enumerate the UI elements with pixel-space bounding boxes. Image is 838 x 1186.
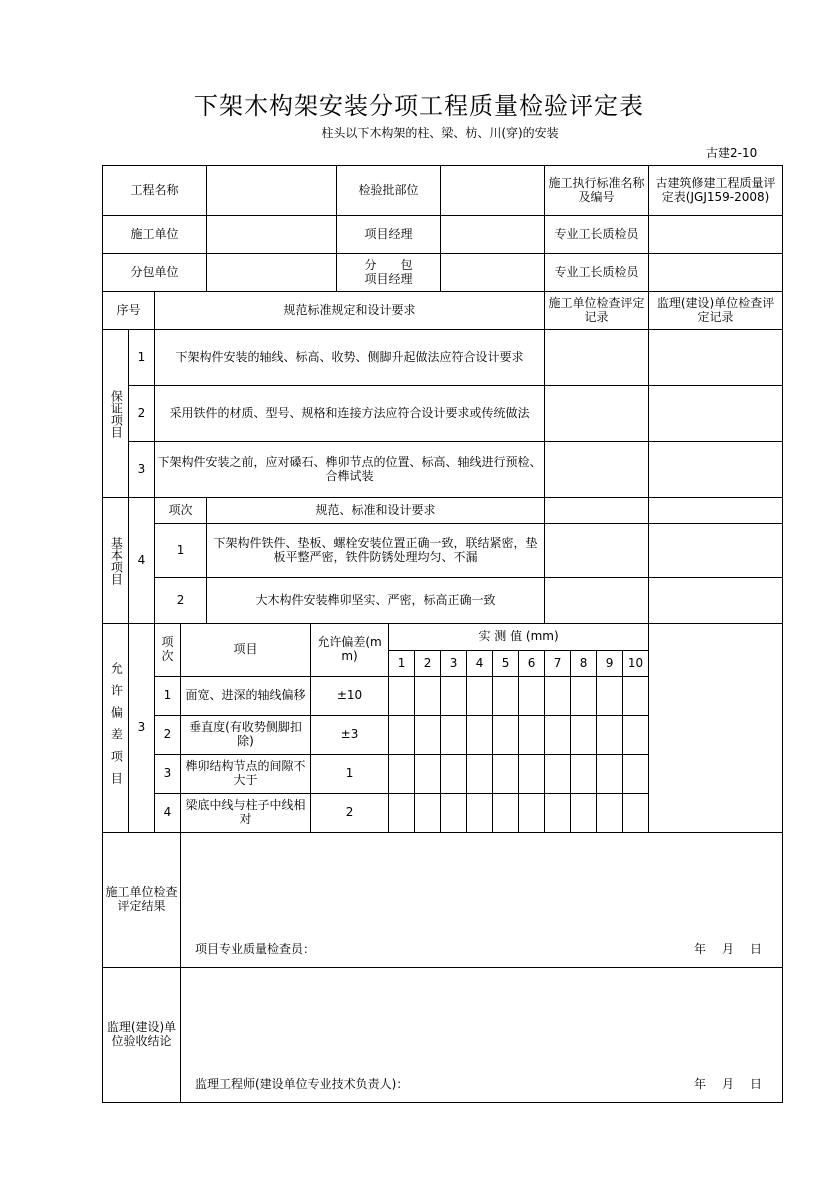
basic-sub-text: 下架构件铁件、垫板、螺栓安装位置正确一致，联结紧密，垫板平整严密，铁件防锈处理均匀、不漏 — [207, 524, 545, 578]
tolerance-sub-allow: ±3 — [311, 716, 389, 755]
measure-cell[interactable] — [571, 794, 597, 833]
contractor-result-area[interactable] — [181, 833, 783, 968]
measure-cell[interactable] — [519, 716, 545, 755]
sub-manager-field[interactable] — [441, 254, 545, 292]
measure-cell[interactable] — [597, 755, 623, 794]
requirements-header: 规范标准规定和设计要求 — [155, 292, 545, 330]
contractor-record-cell[interactable] — [545, 498, 649, 524]
tolerance-sub-name: 面宽、进深的轴线偏移 — [181, 677, 311, 716]
seq-header: 序号 — [103, 292, 155, 330]
guarantee-item-text: 下架构件安装之前，应对磉石、榫卯节点的位置、标高、轴线进行预检、合榫试装 — [155, 442, 545, 498]
measure-cell[interactable] — [441, 716, 467, 755]
foreman-inspector-label: 专业工长质检员 — [545, 216, 649, 254]
guarantee-section-label: 保证项目 — [103, 330, 129, 498]
measure-cell[interactable] — [493, 755, 519, 794]
tolerance-sub-allow: 1 — [311, 755, 389, 794]
supervisor-record-cell[interactable] — [649, 330, 783, 386]
measure-cell[interactable] — [415, 794, 441, 833]
measure-cell[interactable] — [597, 677, 623, 716]
contractor-signer-label: 项目专业质量检查员： — [195, 941, 316, 956]
tolerance-sub-no: 1 — [155, 677, 181, 716]
tolerance-sub-allow: ±10 — [311, 677, 389, 716]
measure-cell[interactable] — [519, 677, 545, 716]
sub-manager-label-line1: 分 包 — [364, 257, 413, 272]
subcontract-unit-field[interactable] — [207, 254, 337, 292]
tolerance-sub-no: 4 — [155, 794, 181, 833]
inspection-form — [102, 165, 783, 1103]
subcontract-unit-label: 分包单位 — [103, 254, 207, 292]
measure-cell[interactable] — [545, 716, 571, 755]
tolerance-col-item: 项次 — [155, 624, 181, 677]
foreman-inspector-field-2[interactable] — [649, 254, 783, 292]
tolerance-col-allow: 允许偏差(mm) — [311, 624, 389, 677]
tolerance-item-no: 3 — [129, 624, 155, 833]
measure-col-header: 5 — [493, 651, 519, 677]
tolerance-sub-no: 2 — [155, 716, 181, 755]
sub-manager-label — [337, 254, 441, 292]
measure-col-header: 2 — [415, 651, 441, 677]
foreman-inspector-field[interactable] — [649, 216, 783, 254]
contractor-result-label: 施工单位检查评定结果 — [103, 833, 181, 968]
tolerance-sub-name: 梁底中线与柱子中线相对 — [181, 794, 311, 833]
measure-cell[interactable] — [441, 794, 467, 833]
measure-cell[interactable] — [441, 755, 467, 794]
measure-cell[interactable] — [493, 716, 519, 755]
measure-col-header: 9 — [597, 651, 623, 677]
guarantee-item-text: 采用铁件的材质、型号、规格和连接方法应符合设计要求或传统做法 — [155, 386, 545, 442]
contractor-record-cell[interactable] — [545, 330, 649, 386]
contractor-record-cell[interactable] — [545, 442, 649, 498]
measure-cell[interactable] — [467, 716, 493, 755]
form-code: 古建2-10 — [706, 146, 758, 160]
measure-cell[interactable] — [623, 755, 649, 794]
standard-value: 古建筑修建工程质量评定表(JGJ159-2008) — [649, 166, 783, 216]
supervisor-record-cell[interactable] — [649, 524, 783, 578]
measure-cell[interactable] — [415, 677, 441, 716]
measure-cell[interactable] — [519, 794, 545, 833]
measure-cell[interactable] — [545, 794, 571, 833]
measure-cell[interactable] — [623, 716, 649, 755]
date-year: 年 — [694, 941, 709, 956]
tolerance-section-label: 允许偏差项目 — [103, 624, 129, 833]
tolerance-sub-name: 垂直度(有收势侧脚扣除) — [181, 716, 311, 755]
basic-sub-no: 1 — [155, 524, 207, 578]
measure-col-header: 10 — [623, 651, 649, 677]
basic-section-label: 基本项目 — [103, 498, 129, 624]
measure-col-header: 4 — [467, 651, 493, 677]
measure-cell[interactable] — [597, 716, 623, 755]
supervisor-record-header: 监理(建设)单位检查评定记录 — [649, 292, 783, 330]
contractor-record-cell[interactable] — [545, 524, 649, 578]
measure-col-header: 3 — [441, 651, 467, 677]
basic-item-no: 4 — [129, 498, 155, 624]
project-name-field[interactable] — [207, 166, 337, 216]
measure-cell[interactable] — [519, 755, 545, 794]
tolerance-sub-no: 3 — [155, 755, 181, 794]
measure-col-header: 8 — [571, 651, 597, 677]
project-name-label: 工程名称 — [103, 166, 207, 216]
measure-cell[interactable] — [571, 755, 597, 794]
measure-cell[interactable] — [571, 716, 597, 755]
measure-cell[interactable] — [597, 794, 623, 833]
tolerance-sub-allow: 2 — [311, 794, 389, 833]
measure-col-header: 6 — [519, 651, 545, 677]
measure-cell[interactable] — [467, 755, 493, 794]
measure-cell[interactable] — [545, 755, 571, 794]
measure-col-header: 1 — [389, 651, 415, 677]
project-manager-field[interactable] — [441, 216, 545, 254]
measure-cell[interactable] — [623, 794, 649, 833]
measure-cell[interactable] — [415, 716, 441, 755]
construction-unit-field[interactable] — [207, 216, 337, 254]
measure-cell[interactable] — [389, 755, 415, 794]
measure-cell[interactable] — [389, 677, 415, 716]
contractor-record-header: 施工单位检查评定记录 — [545, 292, 649, 330]
supervisor-record-cell[interactable] — [649, 386, 783, 442]
inspection-part-label: 检验批部位 — [337, 166, 441, 216]
date-day: 日 — [750, 941, 765, 956]
measured-values-header: 实 测 值 (mm) — [389, 624, 649, 651]
contractor-date — [680, 943, 764, 957]
measure-cell[interactable] — [545, 677, 571, 716]
guarantee-item-text: 下架构件安装的轴线、标高、收势、侧脚升起做法应符合设计要求 — [155, 330, 545, 386]
supervisor-record-cell[interactable] — [649, 578, 783, 624]
guarantee-item-no: 1 — [129, 330, 155, 386]
basic-col-requirements: 规范、标准和设计要求 — [207, 498, 545, 524]
supervisor-record-cell[interactable] — [649, 624, 783, 833]
tolerance-col-name: 项目 — [181, 624, 311, 677]
date-month: 月 — [722, 1076, 737, 1091]
measure-cell[interactable] — [415, 755, 441, 794]
date-month: 月 — [722, 941, 737, 956]
construction-unit-label: 施工单位 — [103, 216, 207, 254]
measure-cell[interactable] — [389, 794, 415, 833]
guarantee-item-no: 3 — [129, 442, 155, 498]
form-title: 下架木构架安装分项工程质量检验评定表 — [194, 92, 644, 120]
measure-cell[interactable] — [571, 677, 597, 716]
sub-manager-label-line2: 项目经理 — [364, 271, 413, 286]
measure-cell[interactable] — [467, 794, 493, 833]
measure-cell[interactable] — [389, 716, 415, 755]
measure-cell[interactable] — [493, 677, 519, 716]
project-manager-label: 项目经理 — [337, 216, 441, 254]
supervisor-result-label: 监理(建设)单位验收结论 — [103, 968, 181, 1103]
supervisor-record-cell[interactable] — [649, 442, 783, 498]
supervisor-result-area[interactable] — [181, 968, 783, 1103]
supervisor-signer-label: 监理工程师(建设单位专业技术负责人)： — [195, 1076, 409, 1091]
measure-col-header: 7 — [545, 651, 571, 677]
basic-sub-text: 大木构件安装榫卯坚实、严密，标高正确一致 — [207, 578, 545, 624]
standard-label: 施工执行标准名称及编号 — [545, 166, 649, 216]
inspection-part-field[interactable] — [441, 166, 545, 216]
date-day: 日 — [750, 1076, 765, 1091]
measure-cell[interactable] — [623, 677, 649, 716]
contractor-record-cell[interactable] — [545, 578, 649, 624]
basic-sub-no: 2 — [155, 578, 207, 624]
date-year: 年 — [694, 1076, 709, 1091]
foreman-inspector-label-2: 专业工长质检员 — [545, 254, 649, 292]
measure-cell[interactable] — [467, 677, 493, 716]
measure-cell[interactable] — [493, 794, 519, 833]
tolerance-sub-name: 榫卯结构节点的间隙不大于 — [181, 755, 311, 794]
measure-cell[interactable] — [441, 677, 467, 716]
form-subtitle: 柱头以下木构架的柱、梁、枋、川(穿)的安装 — [321, 126, 559, 140]
guarantee-item-no: 2 — [129, 386, 155, 442]
supervisor-date — [680, 1078, 764, 1092]
supervisor-record-cell[interactable] — [649, 498, 783, 524]
basic-col-item: 项次 — [155, 498, 207, 524]
contractor-record-cell[interactable] — [545, 386, 649, 442]
